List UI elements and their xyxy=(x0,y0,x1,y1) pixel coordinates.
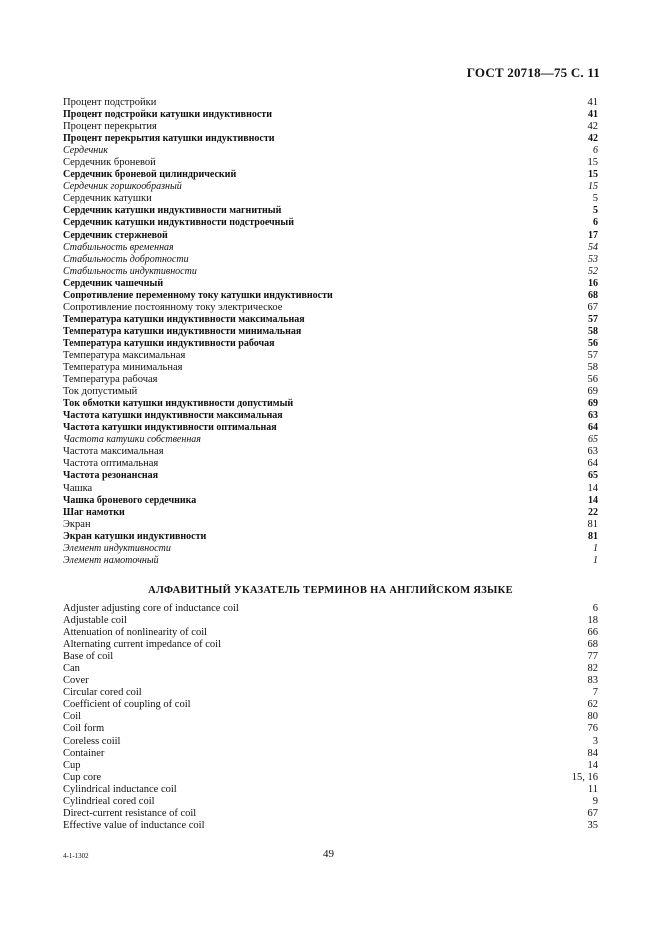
index-term-number: 63 xyxy=(587,446,598,458)
index-entry xyxy=(63,205,598,217)
index-term-number: 66 xyxy=(587,627,598,639)
index-term: Cup core xyxy=(63,771,102,783)
index-entry xyxy=(63,386,598,398)
index-term-number: 77 xyxy=(587,651,598,663)
index-entry xyxy=(63,711,598,723)
index-term-number: 35 xyxy=(587,819,598,831)
index-term: Сердечник чашечный xyxy=(63,277,164,289)
index-term-number: 15 xyxy=(588,169,598,181)
index-term-number: 14 xyxy=(587,759,598,771)
index-term-number: 62 xyxy=(587,699,598,711)
page-header: ГОСТ 20718—75 С. 11 xyxy=(466,65,600,80)
index-term: Процент перекрытия катушки индуктивности xyxy=(63,133,275,145)
index-term-number: 15 xyxy=(587,157,598,169)
index-term-number: 14 xyxy=(587,482,598,494)
index-term: Температура катушки индуктивности максимальная xyxy=(63,313,305,325)
index-term-number: 58 xyxy=(588,325,598,337)
index-term: Cup xyxy=(63,759,81,771)
index-term: Сердечник броневой xyxy=(63,157,156,169)
index-entry xyxy=(63,675,598,687)
index-term-number: 6 xyxy=(593,145,598,157)
index-term: Adjuster adjusting core of inductance coil xyxy=(63,603,239,614)
index-entry xyxy=(63,181,598,193)
index-term-number: 56 xyxy=(588,337,598,349)
index-entry xyxy=(63,687,598,699)
index-term: Base of coil xyxy=(63,651,114,663)
index-term-number: 6 xyxy=(592,603,598,614)
index-entry xyxy=(63,290,598,302)
index-term-number: 81 xyxy=(587,518,598,530)
index-term: Coreless coiil xyxy=(63,735,121,747)
index-term-number: 41 xyxy=(588,109,598,121)
index-entry xyxy=(63,434,598,446)
index-term: Частота катушки индуктивности максимальная xyxy=(63,410,283,422)
index-term: Cylindrical inductance coil xyxy=(63,783,177,795)
index-term: Экран xyxy=(63,518,91,530)
index-term-number: 67 xyxy=(587,807,598,819)
index-term-number: 14 xyxy=(588,494,598,506)
index-term: Температура максимальная xyxy=(63,349,186,361)
index-term: Температура минимальная xyxy=(63,362,183,374)
index-entry xyxy=(63,97,598,109)
index-term-number: 76 xyxy=(587,723,598,735)
index-entry xyxy=(63,603,598,615)
index-entry xyxy=(63,699,598,711)
index-term-number: 57 xyxy=(587,349,598,361)
index-term-number: 80 xyxy=(587,711,598,723)
index-term-number: 6 xyxy=(593,217,598,229)
index-term-number: 17 xyxy=(588,229,598,241)
index-entry xyxy=(63,242,598,254)
index-entry xyxy=(63,230,598,242)
index-entry xyxy=(63,362,598,374)
index-entry xyxy=(63,651,598,663)
index-term: Adjustable coil xyxy=(63,615,127,627)
index-entry xyxy=(63,350,598,362)
index-term: Стабильность временная xyxy=(63,241,174,253)
index-term-number: 58 xyxy=(587,362,598,374)
index-term-number: 65 xyxy=(588,434,598,446)
index-entry xyxy=(63,820,598,832)
index-term: Процент подстройки xyxy=(63,97,157,108)
index-term: Сердечник горшкообразный xyxy=(63,181,182,193)
index-term: Сердечник стержневой xyxy=(63,229,168,241)
index-term-number: 9 xyxy=(592,795,598,807)
index-term: Coil xyxy=(63,711,82,723)
index-entry xyxy=(63,446,598,458)
index-entry xyxy=(63,748,598,760)
index-term-number: 64 xyxy=(587,458,598,470)
index-entry xyxy=(63,531,598,543)
index-entry xyxy=(63,169,598,181)
index-entry xyxy=(63,663,598,675)
index-entry xyxy=(63,266,598,278)
page-number: 49 xyxy=(323,848,334,860)
index-term: Сопротивление постоянному току электрическое xyxy=(63,301,283,313)
index-term: Cover xyxy=(63,675,89,687)
index-term-number: 69 xyxy=(588,398,598,410)
index-entry xyxy=(63,615,598,627)
index-term-number: 15, 16 xyxy=(571,771,598,783)
index-entry xyxy=(63,495,598,507)
index-term: Сердечник катушки индуктивности подстроечный xyxy=(63,217,295,229)
english-term-index xyxy=(63,603,598,832)
index-entry xyxy=(63,627,598,639)
index-term-number: 81 xyxy=(588,530,598,542)
index-term-number: 42 xyxy=(587,121,598,133)
index-entry xyxy=(63,470,598,482)
index-term: Частота резонансная xyxy=(63,470,159,482)
index-term: Элемент намоточный xyxy=(63,554,159,566)
index-term-number: 1 xyxy=(593,542,598,554)
index-term: Температура катушки индуктивности рабочая xyxy=(63,337,275,349)
index-entry xyxy=(63,422,598,434)
index-term-number: 52 xyxy=(588,265,598,277)
index-entry xyxy=(63,398,598,410)
index-term: Стабильность индуктивности xyxy=(63,265,197,277)
index-term-number: 5 xyxy=(593,205,598,217)
index-entry xyxy=(63,302,598,314)
index-entry xyxy=(63,808,598,820)
index-term: Процент перекрытия xyxy=(63,121,157,133)
index-term-number: 41 xyxy=(587,97,598,108)
index-term-number: 16 xyxy=(588,277,598,289)
index-term-number: 1 xyxy=(593,554,598,566)
index-term-number: 67 xyxy=(587,301,598,313)
index-entry xyxy=(63,410,598,422)
index-entry xyxy=(63,145,598,157)
index-entry xyxy=(63,326,598,338)
index-entry xyxy=(63,157,598,169)
index-term: Сердечник катушки индуктивности магнитный xyxy=(63,205,282,217)
index-term-number: 18 xyxy=(587,615,598,627)
index-term-number: 54 xyxy=(588,241,598,253)
index-entry xyxy=(63,483,598,495)
index-term-number: 3 xyxy=(592,735,598,747)
index-entry xyxy=(63,121,598,133)
index-entry xyxy=(63,458,598,470)
index-entry xyxy=(63,338,598,350)
index-term: Сердечник броневой цилиндрический xyxy=(63,169,237,181)
index-entry xyxy=(63,314,598,326)
index-entry xyxy=(63,543,598,555)
index-term-number: 7 xyxy=(592,687,598,699)
index-term: Circular cored coil xyxy=(63,687,142,699)
english-index-title: АЛФАВИТНЫЙ УКАЗАТЕЛЬ ТЕРМИНОВ НА АНГЛИЙСКОМ ЯЗЫКЕ xyxy=(148,585,513,596)
index-entry xyxy=(63,254,598,266)
index-entry xyxy=(63,133,598,145)
index-term: Direct-current resistance of coil xyxy=(63,807,197,819)
index-entry xyxy=(63,555,598,567)
index-term: Ток допустимый xyxy=(63,386,138,398)
index-term: Effective value of inductance coil xyxy=(63,819,205,831)
index-entry xyxy=(63,193,598,205)
index-term: Стабильность добротности xyxy=(63,253,189,265)
index-term: Элемент индуктивности xyxy=(63,542,171,554)
index-term: Can xyxy=(63,663,80,675)
index-term: Сопротивление переменному току катушки индуктивности xyxy=(63,289,333,301)
index-entry xyxy=(63,639,598,651)
index-term-number: 83 xyxy=(587,675,598,687)
index-term-number: 68 xyxy=(588,289,598,301)
index-term-number: 64 xyxy=(588,422,598,434)
index-term: Coil form xyxy=(63,723,105,735)
index-term-number: 42 xyxy=(588,133,598,145)
index-entry xyxy=(63,217,598,229)
russian-term-index xyxy=(63,97,598,567)
index-term: Coefficient of coupling of coil xyxy=(63,699,191,711)
index-term: Сердечник катушки xyxy=(63,193,152,205)
index-entry xyxy=(63,278,598,290)
index-term: Alternating current impedance of coil xyxy=(63,639,222,651)
index-entry xyxy=(63,109,598,121)
index-term: Cylindrieal cored coil xyxy=(63,795,155,807)
index-entry xyxy=(63,736,598,748)
index-term: Температура рабочая xyxy=(63,374,158,386)
index-entry xyxy=(63,374,598,386)
index-term-number: 57 xyxy=(588,313,598,325)
index-term-number: 63 xyxy=(588,410,598,422)
index-entry xyxy=(63,796,598,808)
index-term-number: 15 xyxy=(588,181,598,193)
print-code: 4-1-1302 xyxy=(63,852,89,860)
index-term: Чашка броневого сердечника xyxy=(63,494,197,506)
index-term-number: 69 xyxy=(587,386,598,398)
index-term: Частота катушки собственная xyxy=(63,434,201,446)
index-term-number: 53 xyxy=(588,253,598,265)
index-term: Частота максимальная xyxy=(63,446,164,458)
index-term-number: 82 xyxy=(587,663,598,675)
index-entry xyxy=(63,507,598,519)
index-term-number: 68 xyxy=(587,639,598,651)
index-term-number: 22 xyxy=(588,506,598,518)
index-term-number: 84 xyxy=(587,747,598,759)
index-term: Ток обмотки катушки индуктивности допустимый xyxy=(63,398,294,410)
index-term: Температура катушки индуктивности минимальная xyxy=(63,325,302,337)
index-term: Attenuation of nonlinearity of coil xyxy=(63,627,208,639)
index-entry xyxy=(63,772,598,784)
index-term-number: 65 xyxy=(588,470,598,482)
index-term: Экран катушки индуктивности xyxy=(63,530,207,542)
index-term: Частота катушки индуктивности оптимальная xyxy=(63,422,277,434)
index-entry xyxy=(63,519,598,531)
index-term-number: 11 xyxy=(587,783,598,795)
index-term: Чашка xyxy=(63,482,93,494)
index-term: Процент подстройки катушки индуктивности xyxy=(63,109,272,121)
index-entry xyxy=(63,723,598,735)
index-term: Частота оптимальная xyxy=(63,458,159,470)
index-term-number: 56 xyxy=(587,374,598,386)
index-entry xyxy=(63,784,598,796)
index-term-number: 5 xyxy=(592,193,598,205)
index-term: Сердечник xyxy=(63,145,108,157)
index-term: Шаг намотки xyxy=(63,506,125,518)
index-term: Container xyxy=(63,747,105,759)
index-entry xyxy=(63,760,598,772)
